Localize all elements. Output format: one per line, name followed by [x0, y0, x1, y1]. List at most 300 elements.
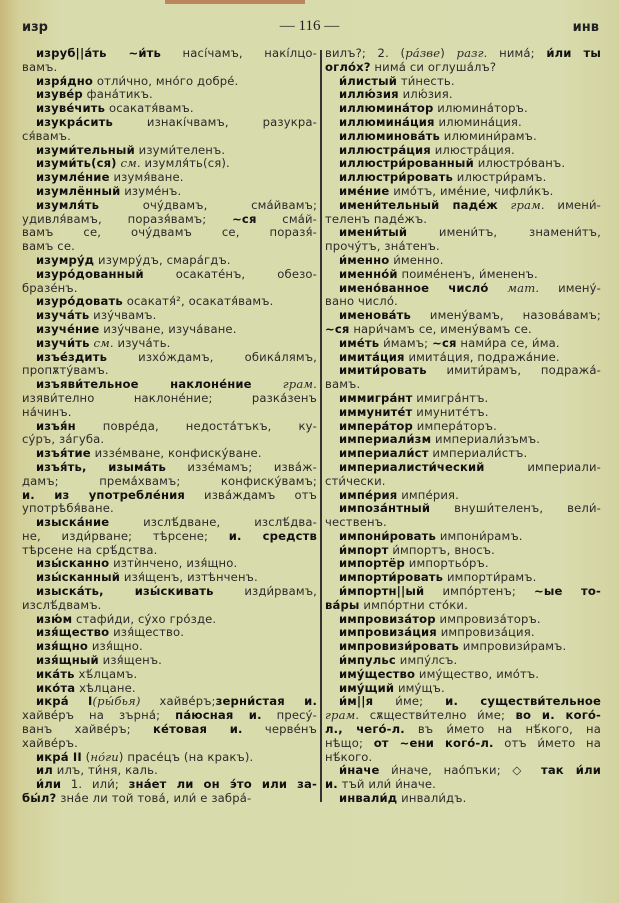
translation: и́мамъ; — [379, 336, 433, 350]
translation: изтѝнчено, изя́щно. — [109, 557, 238, 571]
headword: импони́ровать — [339, 529, 436, 543]
headword: икра́ II — [36, 750, 82, 764]
translation: имену́вамъ, назова́вамъ; — [411, 309, 601, 323]
translation: изя́щенъ, изтѣнченъ. — [120, 571, 258, 585]
translation: хайве́ръ на зърна́; — [22, 709, 176, 723]
translation: имени́тъ, знамени́тъ, — [407, 226, 601, 240]
entry-line — [22, 682, 317, 696]
translation: бразе́нъ. — [22, 281, 78, 295]
entry-line — [22, 323, 317, 337]
translation: удивля́вамъ, поразя́вамъ; — [22, 212, 233, 226]
headword: иллюмина́ция — [339, 115, 435, 129]
headword: империали́ст — [339, 447, 429, 461]
entry-line — [325, 226, 601, 240]
entry-line — [22, 254, 317, 268]
entry-line — [22, 268, 317, 282]
entry-line — [325, 309, 601, 323]
translation: поиме́ненъ, и́мененъ. — [397, 267, 538, 281]
headword: изя́щный — [36, 654, 99, 668]
entry-continuation-line — [22, 213, 317, 227]
entry-line — [325, 102, 601, 116]
entry-line — [22, 199, 317, 213]
translation: илюстри́рамъ. — [452, 171, 547, 185]
headword: л., чего́-л. — [325, 723, 405, 737]
entry-line — [325, 282, 601, 296]
entry-line — [22, 144, 317, 158]
entry-continuation-line — [22, 737, 317, 751]
translation: илюстро́ванъ. — [473, 157, 566, 171]
headword: иллю́зия — [339, 88, 399, 102]
entry-line — [22, 640, 317, 654]
running-head-left: изр — [22, 20, 48, 35]
translation: импортьо́ръ. — [404, 557, 489, 571]
headword: изуми́тельный — [36, 143, 135, 157]
entry-line — [22, 626, 317, 640]
translation: хѣлцане. — [75, 681, 136, 695]
headword: изуми́ть(ся) — [36, 157, 117, 171]
translation: импу́лсъ. — [395, 654, 458, 668]
translation: изя́щно. — [88, 640, 143, 654]
translation: илюмини́рамъ. — [439, 129, 537, 143]
headword: изъе́здить — [36, 350, 108, 364]
entry-continuation-line — [22, 406, 317, 420]
entry-continuation-line — [22, 475, 317, 489]
headword: изъя́ть, изыма́ть — [36, 460, 167, 474]
entry-continuation-line — [325, 709, 601, 723]
headword: име́ние — [339, 184, 390, 198]
translation: нима́; — [487, 47, 547, 60]
entry-line — [22, 47, 317, 61]
headword: ~ые то- — [534, 585, 601, 599]
translation: илюстра́ция. — [430, 143, 515, 157]
headword: ~ся — [432, 336, 457, 350]
headword: ил — [36, 764, 53, 778]
entry-line — [325, 337, 601, 351]
translation: прочу́тъ, зна́тенъ. — [325, 240, 440, 254]
entry-line — [325, 116, 601, 130]
entry-line — [325, 185, 601, 199]
translation: империали́стъ. — [428, 447, 528, 461]
headword: изуча́ть — [36, 309, 90, 323]
entry-line — [325, 530, 601, 544]
headword: изумля́ть — [36, 198, 100, 212]
headword: изыска́ние — [36, 516, 110, 530]
translation: имити́рамъ, подража́- — [426, 364, 601, 378]
headword: и́листый — [339, 74, 397, 88]
translation: су́ръ, за́губа. — [22, 433, 105, 447]
translation: отъ и́мето на — [493, 736, 601, 750]
translation: тъй или́ и́наче. — [337, 778, 436, 792]
entry-line — [325, 254, 601, 268]
entry-line — [325, 695, 601, 709]
translation: фана́тикъ. — [82, 88, 153, 102]
headword: изря́дно — [36, 74, 93, 88]
entry-line — [22, 420, 317, 434]
headword: изуро́дованный — [36, 267, 144, 281]
translation: изхо́ждамъ, обика́лямъ, — [107, 350, 317, 364]
headword: во и. кого́- — [515, 709, 601, 723]
entry-continuation-line — [22, 240, 317, 254]
entry-line — [22, 185, 317, 199]
translation: вамъ. — [22, 60, 58, 74]
headword: импоза́нтный — [339, 502, 431, 516]
headword: и. — [325, 778, 338, 792]
entry-line — [22, 75, 317, 89]
entry-continuation-line — [325, 599, 601, 613]
translation: иззе́мване, конфиску́ване. — [90, 447, 262, 461]
headword: и́ли ты — [546, 47, 601, 60]
translation: внуши́теленъ, вели́- — [430, 502, 601, 516]
translation: вамъ се. — [22, 240, 75, 254]
entry-line — [325, 171, 601, 185]
entry-continuation-line — [325, 751, 601, 765]
headword: изумлённый — [36, 184, 121, 198]
entry-continuation-line — [22, 61, 317, 75]
page-number: — 116 — — [279, 18, 340, 34]
translation: стафи́ди, су́хо гро́зде. — [72, 612, 217, 626]
translation: вилъ?; 2. ( — [325, 47, 406, 60]
translation: и́наче, нао́пъки; ◇ — [379, 764, 541, 778]
headword: изы́сканно — [36, 557, 110, 571]
entry-line — [325, 792, 601, 806]
translation: хѣ́лцамъ. — [74, 667, 138, 681]
translation: осакате́нъ, обезо- — [143, 267, 317, 281]
translation: инвали́дъ. — [397, 792, 467, 806]
grammar-label: ра́зве — [405, 47, 441, 60]
entry-line — [22, 695, 317, 709]
entry-continuation-line — [22, 226, 317, 240]
entry-line — [325, 364, 601, 378]
entry-continuation-line — [325, 240, 601, 254]
headword: импровизи́ровать — [339, 640, 459, 654]
headword: импорти́ровать — [339, 571, 444, 585]
entry-line — [325, 668, 601, 682]
headword: имено́ванное число́ — [339, 281, 489, 295]
headword: икра́ I — [36, 695, 93, 709]
headword: изумру́д — [36, 253, 95, 267]
grammar-label: разг. — [456, 47, 488, 60]
headword: и́мпульс — [339, 654, 396, 668]
grammar-label: грам. — [497, 198, 545, 212]
entry-line — [22, 102, 317, 116]
translation: вамъ. — [325, 378, 361, 392]
entry-line — [325, 654, 601, 668]
translation: импровизи́рамъ. — [458, 640, 567, 654]
headword: иллюстри́рованный — [339, 157, 474, 171]
translation: ся́вамъ. — [22, 129, 71, 143]
entry-line — [325, 144, 601, 158]
translation: импе́рия. — [397, 488, 459, 502]
translation: импровиза́ция. — [436, 626, 535, 640]
entry-line — [22, 157, 317, 171]
entry-line — [22, 447, 317, 461]
entry-continuation-line — [22, 282, 317, 296]
entry-continuation-line — [22, 709, 317, 723]
headword: ~ся — [232, 212, 257, 226]
entry-line — [325, 199, 601, 213]
entry-line — [22, 585, 317, 599]
headword: иммигра́нт — [339, 391, 413, 405]
grammar-label: грам. — [251, 378, 317, 392]
entry-line — [22, 309, 317, 323]
headword: изуве́чить — [36, 102, 106, 116]
headword: иму́щий — [339, 681, 395, 695]
translation: теленъ паде́жъ. — [325, 212, 428, 226]
entry-continuation-line — [325, 737, 601, 751]
translation: сѫществи́телно и́ме; — [359, 709, 516, 723]
translation: изуме́нъ. — [120, 184, 182, 198]
entry-line — [325, 764, 601, 778]
entry-line — [325, 571, 601, 585]
translation: империали- — [484, 460, 601, 474]
entry-line — [22, 751, 317, 765]
translation: имуните́тъ. — [412, 405, 489, 419]
translation: осакатя́вамъ. — [105, 102, 194, 116]
translation: не, изди́рване; тѣрсене; — [22, 529, 229, 543]
headword: и́менно — [339, 253, 390, 267]
headword: имени́тельный паде́ж — [339, 198, 498, 212]
headword: иммуните́т — [339, 405, 413, 419]
headword: изумле́ние — [36, 171, 110, 185]
entry-continuation-line — [22, 599, 317, 613]
entry-line — [325, 420, 601, 434]
translation: иму́щъ. — [394, 681, 445, 695]
entry-line — [325, 157, 601, 171]
entry-line — [325, 682, 601, 696]
headword: ико́та — [36, 681, 76, 695]
headword: инвали́д — [339, 792, 398, 806]
translation: импо́ртни сто́ки. — [359, 598, 468, 612]
entry-line — [325, 75, 601, 89]
translation: импера́торъ. — [412, 419, 497, 433]
headword: изучи́ть — [36, 336, 90, 350]
translation: ванъ хайве́ръ; — [22, 723, 154, 737]
translation: империали́зъмъ. — [431, 433, 541, 447]
entry-line — [325, 351, 601, 365]
translation: имигра́нтъ. — [412, 391, 489, 405]
entry-line — [22, 337, 317, 351]
translation: изслѣ́дване, изслѣ́два- — [109, 516, 317, 530]
entry-continuation-line — [22, 530, 317, 544]
headword: изя́щество — [36, 626, 110, 640]
entry-line — [22, 171, 317, 185]
headword: изъя́тие — [36, 447, 91, 461]
headword: изуве́р — [36, 88, 83, 102]
headword: и́м||я — [339, 695, 374, 709]
translation: илюмина́ция. — [434, 115, 522, 129]
translation: чественъ. — [325, 516, 387, 530]
translation: иму́щество, имо́тъ. — [415, 667, 540, 681]
translation: черве́нъ — [242, 723, 317, 737]
entry-line — [325, 406, 601, 420]
headword: иллюминова́ть — [339, 129, 440, 143]
left-column — [22, 47, 317, 806]
entry-continuation-line — [325, 516, 601, 530]
entry-continuation-line — [325, 323, 601, 337]
translation: нима́ си оглуша́лъ? — [370, 60, 497, 74]
translation: пресу́- — [261, 709, 317, 723]
translation: изяви́телно наклоне́ние; разка́зенъ — [22, 391, 317, 405]
headword: изукра́сить — [36, 115, 113, 129]
entry-line — [22, 613, 317, 627]
translation: нѣщо; — [325, 736, 374, 750]
translation: на́чинъ. — [22, 405, 72, 419]
translation: повре́да, недоста́тъкъ, ку- — [75, 419, 317, 433]
translation: илъ, ти́ня, каль. — [52, 764, 158, 778]
translation: употрѣбя́ване. — [22, 502, 114, 516]
entry-continuation-line — [325, 213, 601, 227]
translation: 1. или́; — [61, 778, 129, 792]
headword: и. существи́тельное — [445, 695, 601, 709]
page-edge-strip — [165, 0, 305, 4]
entry-line — [325, 461, 601, 475]
entry-continuation-line — [22, 544, 317, 558]
translation: изумя́ване. — [109, 171, 184, 185]
headword: огло́х? — [325, 60, 371, 74]
translation: нари́чамъ се, имену́вамъ се. — [349, 322, 532, 336]
translation: ( — [81, 750, 91, 764]
headword: империалисти́ческий — [339, 460, 485, 474]
entry-line — [325, 502, 601, 516]
entry-line — [22, 116, 317, 130]
entry-continuation-line — [22, 364, 317, 378]
translation: импо́ртенъ; — [424, 585, 535, 599]
headword: и́мпорт — [339, 543, 389, 557]
entry-line — [325, 268, 601, 282]
headword: ке́товая и. — [153, 723, 243, 737]
translation: изя́щенъ. — [98, 654, 163, 668]
headword: зерни́стая и. — [215, 695, 317, 709]
headword: импе́рия — [339, 488, 398, 502]
entry-line — [22, 378, 317, 392]
entry-continuation-line — [22, 502, 317, 516]
headword: и́ли — [36, 778, 62, 792]
translation: изу́чвамъ. — [89, 309, 157, 323]
grammar-label: грам. — [325, 709, 360, 723]
entry-line — [325, 626, 601, 640]
entry-line — [22, 295, 317, 309]
translation: хайве́ръ. — [22, 736, 78, 750]
entry-continuation-line — [22, 489, 317, 503]
entry-line — [325, 640, 601, 654]
headword: импортёр — [339, 557, 405, 571]
entry-continuation-line — [325, 47, 601, 61]
translation: насíчамъ, накíлцо- — [161, 47, 317, 60]
translation: зна́е ли той това́, или́ е забра́- — [56, 792, 252, 806]
translation: импони́рамъ. — [435, 529, 523, 543]
translation: изя́щество. — [109, 626, 185, 640]
headword: и. из употребле́ния — [22, 488, 185, 502]
translation: изва́ждамъ отъ — [184, 488, 317, 502]
entry-continuation-line — [325, 723, 601, 737]
translation: сма́й- — [256, 212, 317, 226]
translation: илю́зия. — [398, 88, 453, 102]
translation: имо́тъ, име́ние, чифли́къ. — [389, 184, 554, 198]
headword: изю́м — [36, 612, 73, 626]
headword: зна́ет ли он э́то или за- — [128, 778, 317, 792]
entry-continuation-line — [22, 792, 317, 806]
headword: и. средств — [228, 529, 317, 543]
translation: пропѫту́вамъ. — [22, 364, 109, 378]
translation: вамъ се, очу́двамъ се, поразя́- — [22, 226, 317, 240]
translation: тѣрсене на срѣ́дства. — [22, 543, 158, 557]
headword: изы́сканный — [36, 571, 121, 585]
translation: вано число́. — [325, 295, 398, 309]
headword: империали́зм — [339, 433, 432, 447]
entry-line — [22, 516, 317, 530]
translation: отли́чно, мно́го добре́. — [93, 74, 239, 88]
column-divider — [320, 50, 322, 802]
entry-line — [325, 130, 601, 144]
translation: имени́- — [544, 198, 601, 212]
headword: изуро́довать — [36, 295, 123, 309]
headword: так и́ли — [540, 764, 601, 778]
entry-line — [22, 668, 317, 682]
grammar-label: мат. — [488, 281, 540, 295]
entry-line — [22, 654, 317, 668]
headword: имити́ровать — [339, 364, 427, 378]
headword: и́мпортн||ый — [339, 585, 425, 599]
entry-continuation-line — [325, 61, 601, 75]
entry-continuation-line — [325, 778, 601, 792]
translation: имену́- — [539, 281, 601, 295]
headword: иллюмина́тор — [339, 102, 434, 116]
headword: ва́ры — [325, 598, 360, 612]
headword: изыска́ть, изы́скивать — [36, 585, 214, 599]
entry-line — [325, 557, 601, 571]
headword: от ~ени кого́-л. — [373, 736, 494, 750]
translation: ) — [440, 47, 457, 60]
translation: и́мпортъ, вносъ. — [388, 543, 495, 557]
entry-continuation-line — [22, 130, 317, 144]
headword: изя́щно — [36, 640, 88, 654]
translation: изуми́теленъ. — [134, 143, 226, 157]
translation: изумля́ть(ся). — [140, 157, 230, 171]
grammar-label: (ры́бья) — [92, 695, 141, 709]
entry-line — [325, 447, 601, 461]
headword: изъяви́тельное наклоне́ние — [36, 378, 252, 392]
translation: илюмина́торъ. — [433, 102, 528, 116]
entry-line — [22, 764, 317, 778]
entry-line — [325, 433, 601, 447]
headword: име́ть — [339, 336, 380, 350]
translation: изслѣ́двамъ. — [22, 598, 102, 612]
headword: иму́щество — [339, 667, 416, 681]
entry-line — [22, 778, 317, 792]
entry-line — [22, 571, 317, 585]
entry-line — [325, 544, 601, 558]
headword: имени́тый — [339, 226, 408, 240]
running-head-right: инв — [572, 20, 599, 35]
entry-line — [325, 585, 601, 599]
translation: изуча́ть. — [113, 336, 171, 350]
headword: па́юсная и. — [175, 709, 262, 723]
headword: именно́й — [339, 267, 398, 281]
entry-line — [325, 88, 601, 102]
headword: иллюстри́ровать — [339, 171, 453, 185]
headword: изъя́н — [36, 419, 76, 433]
entry-continuation-line — [325, 475, 601, 489]
translation: дамъ; према́хвамъ; конфиску́вамъ; — [22, 474, 317, 488]
translation: импорти́рамъ. — [443, 571, 537, 585]
translation: и́менно. — [389, 253, 444, 267]
headword: именова́ть — [339, 309, 411, 323]
headword: и́наче — [339, 764, 380, 778]
entry-continuation-line — [22, 392, 317, 406]
headword: импера́тор — [339, 419, 413, 433]
entry-line — [325, 392, 601, 406]
entry-line — [325, 489, 601, 503]
